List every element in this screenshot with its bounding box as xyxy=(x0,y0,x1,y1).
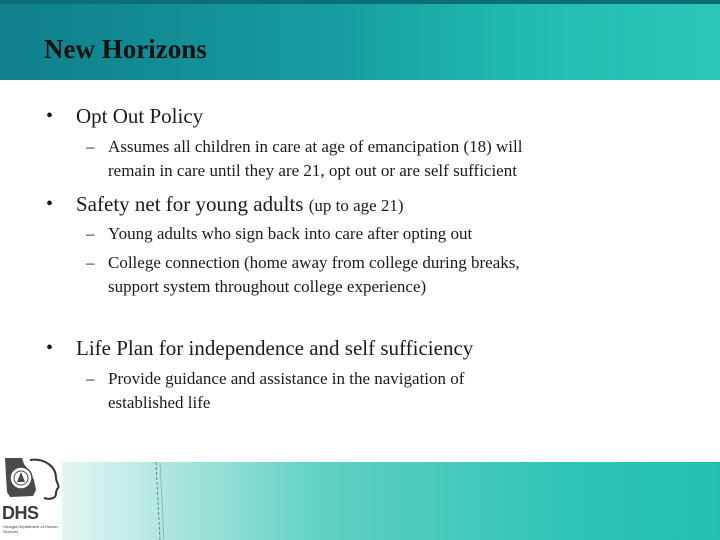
sub-bullet-guidance-line-2: established life xyxy=(108,393,211,412)
sub-bullet-sign-back: Young adults who sign back into care after opting out xyxy=(108,224,473,243)
sub-bullet-guidance-line-1: Provide guidance and assistance in the navigation of xyxy=(108,369,465,388)
dhs-logo-text: DHS xyxy=(2,503,39,523)
dhs-logo-subtitle: Georgia Department of Human Services xyxy=(3,524,58,534)
sub-bullet-college-line-2: support system throughout college experience) xyxy=(108,277,427,296)
bullet-life-plan: Life Plan for independence and self sufficiency xyxy=(76,336,474,360)
sub-bullet-dash: – xyxy=(86,369,95,388)
slide-title: New Horizons xyxy=(44,34,207,64)
sub-bullet-dash: – xyxy=(86,253,95,272)
sub-bullet-dash: – xyxy=(86,224,95,243)
georgia-seal-icon xyxy=(0,456,64,506)
bullet-safety-net-text: Safety net for young adults xyxy=(76,192,304,216)
sub-bullet-dash: – xyxy=(86,137,95,156)
sub-bullet-college-line-1: College connection (home away from college during breaks, xyxy=(108,253,520,272)
bullet-safety-net-age-note: (up to age 21) xyxy=(308,196,404,215)
sub-bullet-emancipation-line-2: remain in care until they are 21, opt out or are self sufficient xyxy=(108,161,517,180)
bullet-marker: • xyxy=(46,193,54,215)
bullet-opt-out-policy: Opt Out Policy xyxy=(76,104,204,128)
footer-band xyxy=(0,462,720,540)
bullet-marker: • xyxy=(46,105,54,127)
footer-divider-lines xyxy=(150,462,180,540)
bullet-safety-net xyxy=(76,191,404,219)
bullet-marker: • xyxy=(46,337,54,359)
sub-bullet-emancipation-line-1: Assumes all children in care at age of emancipation (18) will xyxy=(108,137,523,156)
